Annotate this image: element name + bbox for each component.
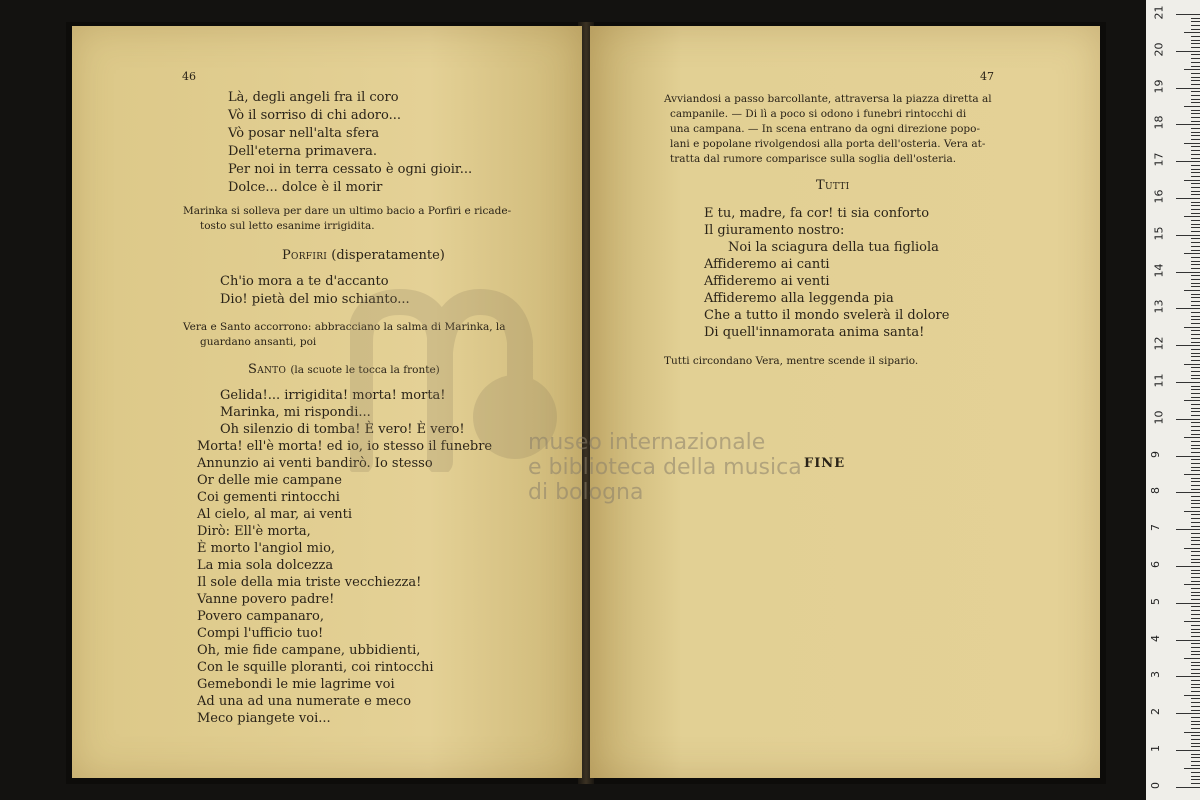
ruler-tick: [1191, 404, 1200, 405]
page-number: 46: [182, 70, 196, 83]
ruler-tick: [1191, 36, 1200, 37]
ruler-tick: [1191, 618, 1200, 619]
ruler-tick: [1176, 14, 1200, 15]
ruler-tick: [1191, 555, 1200, 556]
ruler-tick: [1176, 603, 1200, 604]
ruler-tick: [1191, 183, 1200, 184]
ruler-tick: [1191, 172, 1200, 173]
watermark-line: museo internazionale: [528, 430, 766, 455]
verse-line: Marinka, mi rispondi...: [220, 405, 371, 420]
ruler-label: 7: [1149, 524, 1162, 532]
ruler-tick: [1191, 301, 1200, 302]
verse-line: Di quell'innamorata anima santa!: [704, 325, 925, 340]
ruler-tick: [1184, 253, 1200, 254]
right-page: [590, 26, 1100, 778]
ruler-tick: [1184, 327, 1200, 328]
ruler-tick: [1191, 463, 1200, 464]
ruler-tick: [1176, 529, 1200, 530]
ruler-tick: [1191, 687, 1200, 688]
speaker-heading: [282, 248, 445, 264]
ruler-tick: [1191, 739, 1200, 740]
verse-line: Il sole della mia triste vecchiezza!: [197, 575, 422, 590]
ruler-tick: [1191, 665, 1200, 666]
verse-line: Or delle mie campane: [197, 473, 342, 488]
ruler-tick: [1191, 629, 1200, 630]
ruler-label: 20: [1152, 42, 1166, 57]
ruler-tick: [1176, 272, 1200, 273]
ruler-tick: [1191, 610, 1200, 611]
ruler-tick: [1191, 783, 1200, 784]
ruler-tick: [1191, 294, 1200, 295]
ruler-tick: [1191, 772, 1200, 773]
ruler-tick: [1191, 25, 1200, 26]
ruler-tick: [1191, 728, 1200, 729]
ruler-tick: [1191, 702, 1200, 703]
ruler-tick: [1191, 58, 1200, 59]
ruler-tick: [1191, 441, 1200, 442]
ruler-tick: [1191, 496, 1200, 497]
verse-line: Annunzio ai venti bandirò. Io stesso: [197, 456, 433, 471]
watermark-text: [528, 430, 802, 505]
ruler-tick: [1191, 533, 1200, 534]
verse-line: È morto l'angiol mio,: [197, 541, 336, 556]
ruler-tick: [1191, 283, 1200, 284]
ruler-tick: [1191, 205, 1200, 206]
ruler-tick: [1191, 577, 1200, 578]
ruler-label: 18: [1152, 115, 1166, 130]
ruler-tick: [1191, 121, 1200, 122]
ruler-label: 17: [1152, 152, 1166, 167]
ruler-tick: [1191, 91, 1200, 92]
ruler-tick: [1191, 95, 1200, 96]
ruler-tick: [1191, 514, 1200, 515]
ruler-tick: [1191, 452, 1200, 453]
ruler-tick: [1176, 676, 1200, 677]
ruler-tick: [1191, 489, 1200, 490]
ruler-label: 5: [1149, 597, 1162, 605]
verse-line: Al cielo, al mar, ai venti: [197, 507, 353, 522]
ruler-tick: [1184, 143, 1200, 144]
ruler-tick: [1191, 761, 1200, 762]
ruler-tick: [1191, 614, 1200, 615]
verse-line: Coi gementi rintocchi: [197, 490, 340, 505]
ruler-label: 9: [1149, 450, 1162, 458]
ruler-tick: [1191, 169, 1200, 170]
ruler-tick: [1191, 319, 1200, 320]
ruler-tick: [1176, 456, 1200, 457]
watermark-line: di bologna: [528, 480, 644, 505]
ruler-tick: [1191, 710, 1200, 711]
ruler-tick: [1191, 562, 1200, 563]
ruler-tick: [1191, 673, 1200, 674]
ruler-tick: [1191, 242, 1200, 243]
ruler-tick: [1176, 308, 1200, 309]
ruler-tick: [1176, 787, 1200, 788]
ruler-tick: [1191, 47, 1200, 48]
ruler-tick: [1191, 316, 1200, 317]
ruler-tick: [1176, 382, 1200, 383]
ruler-tick: [1184, 695, 1200, 696]
ruler-tick: [1191, 743, 1200, 744]
ruler-label: 12: [1152, 336, 1166, 351]
ruler-tick: [1176, 124, 1200, 125]
ruler-label: 8: [1149, 487, 1162, 495]
verse-line: Morta! ell'è morta! ed io, io stesso il funebre: [197, 439, 493, 454]
ruler-tick: [1191, 18, 1200, 19]
ruler-tick: [1191, 754, 1200, 755]
ruler-label: 4: [1149, 634, 1162, 642]
ruler-tick: [1191, 540, 1200, 541]
ruler-tick: [1191, 636, 1200, 637]
ruler-tick: [1191, 224, 1200, 225]
ruler-tick: [1191, 135, 1200, 136]
verse-line: Là, degli angeli fra il coro: [228, 90, 399, 105]
ruler-label: 15: [1152, 226, 1166, 241]
ruler-tick: [1191, 305, 1200, 306]
verse-line: Con le squille ploranti, coi rintocchi: [197, 660, 434, 675]
ruler-tick: [1191, 356, 1200, 357]
ruler-tick: [1191, 73, 1200, 74]
ruler-tick: [1191, 735, 1200, 736]
verse-line: Ch'io mora a te d'accanto: [220, 274, 389, 289]
verse-line: La mia sola dolcezza: [197, 558, 334, 573]
ruler-tick: [1191, 80, 1200, 81]
verse-line: Dell'eterna primavera.: [228, 144, 377, 159]
ruler-tick: [1191, 261, 1200, 262]
ruler-tick: [1191, 43, 1200, 44]
ruler-tick: [1191, 706, 1200, 707]
speaker-name: Santo: [248, 362, 287, 377]
ruler-tick: [1184, 69, 1200, 70]
ruler-tick: [1191, 360, 1200, 361]
ruler-tick: [1191, 434, 1200, 435]
ruler-tick: [1191, 29, 1200, 30]
ruler-tick: [1191, 570, 1200, 571]
ruler-tick: [1184, 180, 1200, 181]
stage-direction: Vera e Santo accorrono: abbracciano la salma di Marinka, la: [183, 321, 506, 333]
ruler-tick: [1191, 397, 1200, 398]
ruler-tick: [1191, 312, 1200, 313]
ruler-tick: [1191, 445, 1200, 446]
ruler-tick: [1184, 732, 1200, 733]
ruler-tick: [1191, 470, 1200, 471]
ruler-tick: [1191, 765, 1200, 766]
ruler-tick: [1191, 286, 1200, 287]
ruler-tick: [1191, 684, 1200, 685]
ruler-tick: [1191, 139, 1200, 140]
ruler-tick: [1191, 481, 1200, 482]
ruler-tick: [1191, 386, 1200, 387]
ruler-tick: [1191, 202, 1200, 203]
verse-line: Gelida!... irrigidita! morta! morta!: [220, 388, 446, 403]
ruler-label: 6: [1149, 561, 1162, 568]
ruler-tick: [1176, 566, 1200, 567]
ruler-tick: [1191, 84, 1200, 85]
ruler-tick: [1176, 750, 1200, 751]
ruler-tick: [1176, 640, 1200, 641]
ruler-label: 19: [1152, 79, 1166, 94]
ruler-tick: [1184, 290, 1200, 291]
ruler-tick: [1191, 264, 1200, 265]
ruler-tick: [1191, 537, 1200, 538]
ruler-tick: [1184, 511, 1200, 512]
ruler-tick: [1191, 415, 1200, 416]
ruler-tick: [1191, 595, 1200, 596]
ruler-tick: [1191, 102, 1200, 103]
verse-line: Dirò: Ell'è morta,: [197, 524, 311, 539]
ruler-label: 14: [1152, 263, 1166, 278]
ruler-tick: [1191, 246, 1200, 247]
ruler-tick: [1176, 198, 1200, 199]
ruler-tick: [1191, 588, 1200, 589]
stage-direction: tosto sul letto esanime irrigidita.: [200, 220, 375, 232]
watermark-line: e biblioteca della musica: [528, 455, 802, 480]
ruler-tick: [1191, 478, 1200, 479]
ruler-tick: [1191, 338, 1200, 339]
ruler-tick: [1191, 250, 1200, 251]
ruler-tick: [1191, 110, 1200, 111]
ruler-tick: [1191, 662, 1200, 663]
end-text: FINE: [804, 456, 846, 471]
verse-line: Vò posar nell'alta sfera: [228, 126, 380, 141]
ruler-tick: [1191, 146, 1200, 147]
verse-line: Affideremo ai venti: [704, 274, 830, 289]
verse-line: Oh silenzio di tomba! È vero! È vero!: [220, 422, 465, 437]
ruler-tick: [1191, 551, 1200, 552]
ruler-tick: [1191, 507, 1200, 508]
verse-line: Povero campanaro,: [197, 609, 324, 624]
ruler-label: 1: [1149, 745, 1162, 752]
stage-direction: campanile. — Di lì a poco si odono i funebri rintocchi di: [670, 108, 967, 120]
ruler-tick: [1191, 66, 1200, 67]
ruler-tick: [1191, 378, 1200, 379]
ruler-tick: [1191, 544, 1200, 545]
ruler-tick: [1191, 389, 1200, 390]
ruler-tick: [1191, 342, 1200, 343]
ruler-tick: [1191, 209, 1200, 210]
ruler-tick: [1191, 330, 1200, 331]
ruler-tick: [1176, 345, 1200, 346]
ruler-tick: [1191, 651, 1200, 652]
ruler-tick: [1176, 419, 1200, 420]
ruler-tick: [1191, 375, 1200, 376]
page-number: 47: [980, 70, 994, 83]
ruler-tick: [1191, 426, 1200, 427]
ruler-label: 2: [1149, 708, 1162, 716]
stage-direction: Marinka si solleva per dare un ultimo bacio a Porfiri e ricade-: [183, 205, 512, 217]
ruler-tick: [1176, 492, 1200, 493]
ruler-tick: [1191, 526, 1200, 527]
ruler-tick: [1191, 654, 1200, 655]
verse-line: Che a tutto il mondo svelerà il dolore: [704, 308, 950, 323]
ruler-tick: [1184, 400, 1200, 401]
verse-line: Meco piangete voi...: [197, 711, 331, 726]
ruler-tick: [1191, 353, 1200, 354]
ruler-tick: [1191, 717, 1200, 718]
ruler-tick: [1191, 559, 1200, 560]
ruler-tick: [1191, 724, 1200, 725]
ruler-tick: [1191, 54, 1200, 55]
ruler-tick: [1184, 32, 1200, 33]
ruler-tick: [1191, 680, 1200, 681]
ruler-tick: [1184, 437, 1200, 438]
ruler-tick: [1191, 779, 1200, 780]
ruler-tick: [1191, 467, 1200, 468]
ruler-tick: [1191, 99, 1200, 100]
ruler-tick: [1191, 154, 1200, 155]
ruler-tick: [1191, 349, 1200, 350]
ruler-tick: [1191, 592, 1200, 593]
ruler-tick: [1191, 647, 1200, 648]
ruler-tick: [1191, 213, 1200, 214]
measurement-ruler: [1146, 0, 1200, 800]
stage-direction: una campana. — In scena entrano da ogni direzione popo-: [670, 123, 981, 135]
ruler-tick: [1184, 621, 1200, 622]
ruler-tick: [1191, 367, 1200, 368]
ruler-tick: [1176, 51, 1200, 52]
ruler-label: 16: [1152, 189, 1166, 204]
ruler-tick: [1191, 430, 1200, 431]
verse-line: Per noi in terra cessato è ogni gioir...: [228, 162, 473, 177]
ruler-tick: [1191, 297, 1200, 298]
ruler-tick: [1191, 176, 1200, 177]
ruler-tick: [1191, 113, 1200, 114]
ruler-tick: [1191, 187, 1200, 188]
ruler-tick: [1191, 62, 1200, 63]
ruler-tick: [1191, 625, 1200, 626]
ruler-tick: [1191, 238, 1200, 239]
ruler-tick: [1191, 746, 1200, 747]
ruler-tick: [1191, 581, 1200, 582]
stage-direction: guardano ansanti, poi: [200, 336, 317, 348]
ruler-tick: [1191, 599, 1200, 600]
verse-line: Dio! pietà del mio schianto...: [220, 292, 410, 307]
ruler-label: 0: [1149, 781, 1162, 789]
ruler-tick: [1191, 698, 1200, 699]
ruler-tick: [1191, 220, 1200, 221]
stage-direction: tratta dal rumore comparisce sulla soglia dell'osteria.: [670, 153, 957, 165]
verse-line: Ad una ad una numerate e meco: [197, 694, 412, 709]
ruler-tick: [1191, 128, 1200, 129]
ruler-tick: [1191, 231, 1200, 232]
ruler-label: 13: [1152, 299, 1166, 314]
ruler-tick: [1191, 606, 1200, 607]
speaker-name: Porfiri: [282, 248, 328, 263]
ruler-tick: [1191, 227, 1200, 228]
ruler-label: 10: [1152, 410, 1166, 425]
ruler-tick: [1191, 459, 1200, 460]
ruler-tick: [1191, 669, 1200, 670]
speaker-name: Tutti: [816, 178, 850, 193]
ruler-tick: [1184, 474, 1200, 475]
ruler-tick: [1191, 279, 1200, 280]
ruler-tick: [1191, 522, 1200, 523]
ruler-tick: [1191, 323, 1200, 324]
speaker-note: (disperatamente): [331, 248, 445, 263]
ruler-tick: [1184, 106, 1200, 107]
stage-direction: Tutti circondano Vera, mentre scende il sipario.: [664, 355, 919, 367]
ruler-tick: [1191, 408, 1200, 409]
ruler-label: 3: [1149, 671, 1162, 679]
ruler-tick: [1184, 768, 1200, 769]
ruler-tick: [1191, 485, 1200, 486]
ruler-label: 11: [1152, 373, 1166, 388]
ruler-tick: [1184, 216, 1200, 217]
ruler-tick: [1191, 691, 1200, 692]
ruler-tick: [1191, 191, 1200, 192]
ruler-tick: [1191, 422, 1200, 423]
verse-line: E tu, madre, fa cor! ti sia conforto: [704, 206, 930, 221]
ruler-tick: [1191, 77, 1200, 78]
stage-direction: lani e popolane rivolgendosi alla porta dell'osteria. Vera at-: [670, 138, 986, 150]
ruler-tick: [1191, 40, 1200, 41]
verse-line: Gemebondi le mie lagrime voi: [197, 677, 395, 692]
ruler-tick: [1184, 658, 1200, 659]
open-book: [66, 22, 1106, 784]
ruler-tick: [1184, 364, 1200, 365]
stage-direction: Avviandosi a passo barcollante, attraversa la piazza diretta al: [664, 93, 992, 105]
verse-line: Vò il sorriso di chi adoro...: [228, 108, 401, 123]
ruler-tick: [1191, 21, 1200, 22]
ruler-tick: [1191, 573, 1200, 574]
ruler-tick: [1176, 88, 1200, 89]
ruler-tick: [1191, 503, 1200, 504]
verse-line: Affideremo ai canti: [704, 257, 830, 272]
ruler-tick: [1191, 776, 1200, 777]
ruler-tick: [1184, 548, 1200, 549]
ruler-tick: [1191, 721, 1200, 722]
ruler-tick: [1191, 334, 1200, 335]
ruler-tick: [1176, 713, 1200, 714]
ruler-tick: [1191, 275, 1200, 276]
verse-line: Oh, mie fide campane, ubbidienti,: [197, 643, 421, 658]
ruler-label: 21: [1152, 5, 1166, 20]
ruler-tick: [1184, 584, 1200, 585]
verse-line: Il giuramento nostro:: [704, 223, 845, 238]
ruler-tick: [1191, 132, 1200, 133]
verse-line: Vanne povero padre!: [197, 592, 335, 607]
ruler-tick: [1191, 150, 1200, 151]
verse-line: Affideremo alla leggenda pia: [704, 291, 894, 306]
ruler-tick: [1191, 257, 1200, 258]
ruler-tick: [1191, 165, 1200, 166]
ruler-tick: [1191, 393, 1200, 394]
verse-line: Dolce... dolce è il morir: [228, 180, 383, 195]
ruler-tick: [1191, 371, 1200, 372]
ruler-tick: [1191, 448, 1200, 449]
ruler-tick: [1191, 632, 1200, 633]
ruler-tick: [1191, 643, 1200, 644]
speaker-note: (la scuote le tocca la fronte): [290, 364, 440, 376]
ruler-tick: [1176, 235, 1200, 236]
verse-line: Noi la sciagura della tua figliola: [728, 240, 939, 255]
ruler-tick: [1191, 117, 1200, 118]
verse-line: Compi l'ufficio tuo!: [197, 626, 324, 641]
ruler-tick: [1191, 518, 1200, 519]
ruler-tick: [1191, 757, 1200, 758]
ruler-tick: [1191, 411, 1200, 412]
ruler-tick: [1176, 161, 1200, 162]
ruler-tick: [1191, 194, 1200, 195]
ruler-tick: [1191, 268, 1200, 269]
ruler-tick: [1191, 158, 1200, 159]
ruler-tick: [1191, 500, 1200, 501]
